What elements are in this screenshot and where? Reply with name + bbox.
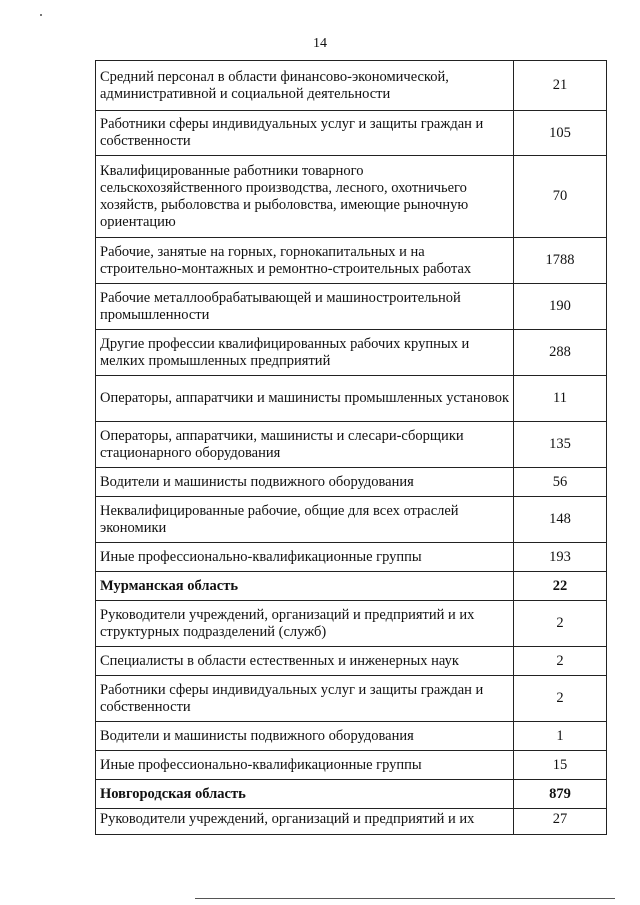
scan-speck xyxy=(40,14,42,16)
table-row xyxy=(96,601,607,647)
row-label: Водители и машинисты подвижного оборудования xyxy=(96,722,514,751)
row-value: 2 xyxy=(514,601,607,647)
table-row xyxy=(96,543,607,572)
table-row xyxy=(96,330,607,376)
table-row xyxy=(96,751,607,780)
page-number: 14 xyxy=(313,36,327,51)
row-value: 135 xyxy=(514,422,607,468)
table-row xyxy=(96,676,607,722)
table-row xyxy=(96,468,607,497)
row-label: Операторы, аппаратчики и машинисты промышленных установок xyxy=(96,376,514,422)
row-label: Операторы, аппаратчики, машинисты и слесари-сборщики стационарного оборудования xyxy=(96,422,514,468)
row-value: 2 xyxy=(514,676,607,722)
table-row xyxy=(96,156,607,238)
region-value: 22 xyxy=(514,572,607,601)
table-row xyxy=(96,61,607,111)
table-row xyxy=(96,376,607,422)
table-row xyxy=(96,422,607,468)
row-label: Рабочие металлообрабатывающей и машиностроительной промышленности xyxy=(96,284,514,330)
table-row xyxy=(96,284,607,330)
row-label: Рабочие, занятые на горных, горнокапитальных и на строительно-монтажных и ремонтно-строительных работах xyxy=(96,238,514,284)
row-value: 1788 xyxy=(514,238,607,284)
row-value: 15 xyxy=(514,751,607,780)
data-table xyxy=(95,60,607,835)
row-label: Руководители учреждений, организаций и предприятий и их xyxy=(96,809,514,835)
region-row xyxy=(96,572,607,601)
row-value: 190 xyxy=(514,284,607,330)
table-row xyxy=(96,647,607,676)
row-label: Руководители учреждений, организаций и предприятий и их структурных подразделений (служб) xyxy=(96,601,514,647)
table-row xyxy=(96,497,607,543)
row-label: Квалифицированные работники товарного сельскохозяйственного производства, лесного, охотничьего хозяйств, рыболовства и рыболовства, имеющие рыночную ориентацию xyxy=(96,156,514,238)
region-row xyxy=(96,780,607,809)
row-label: Иные профессионально-квалификационные группы xyxy=(96,751,514,780)
row-value: 105 xyxy=(514,111,607,156)
region-value: 879 xyxy=(514,780,607,809)
row-value: 27 xyxy=(514,809,607,835)
row-label: Водители и машинисты подвижного оборудования xyxy=(96,468,514,497)
row-value: 70 xyxy=(514,156,607,238)
row-label: Иные профессионально-квалификационные группы xyxy=(96,543,514,572)
region-label: Мурманская область xyxy=(96,572,514,601)
row-label: Другие профессии квалифицированных рабочих крупных и мелких промышленных предприятий xyxy=(96,330,514,376)
table-row xyxy=(96,238,607,284)
row-value: 2 xyxy=(514,647,607,676)
row-label: Неквалифицированные рабочие, общие для всех отраслей экономики xyxy=(96,497,514,543)
row-label: Средний персонал в области финансово-экономической, административной и социальной деятельности xyxy=(96,61,514,111)
row-value: 21 xyxy=(514,61,607,111)
row-value: 193 xyxy=(514,543,607,572)
row-value: 288 xyxy=(514,330,607,376)
scan-edge-line xyxy=(195,898,615,899)
row-label: Работники сферы индивидуальных услуг и защиты граждан и собственности xyxy=(96,111,514,156)
row-value: 1 xyxy=(514,722,607,751)
row-label: Специалисты в области естественных и инженерных наук xyxy=(96,647,514,676)
region-label: Новгородская область xyxy=(96,780,514,809)
row-value: 148 xyxy=(514,497,607,543)
row-value: 56 xyxy=(514,468,607,497)
table-row xyxy=(96,722,607,751)
table-row xyxy=(96,111,607,156)
table-row xyxy=(96,809,607,835)
row-label: Работники сферы индивидуальных услуг и защиты граждан и собственности xyxy=(96,676,514,722)
row-value: 11 xyxy=(514,376,607,422)
